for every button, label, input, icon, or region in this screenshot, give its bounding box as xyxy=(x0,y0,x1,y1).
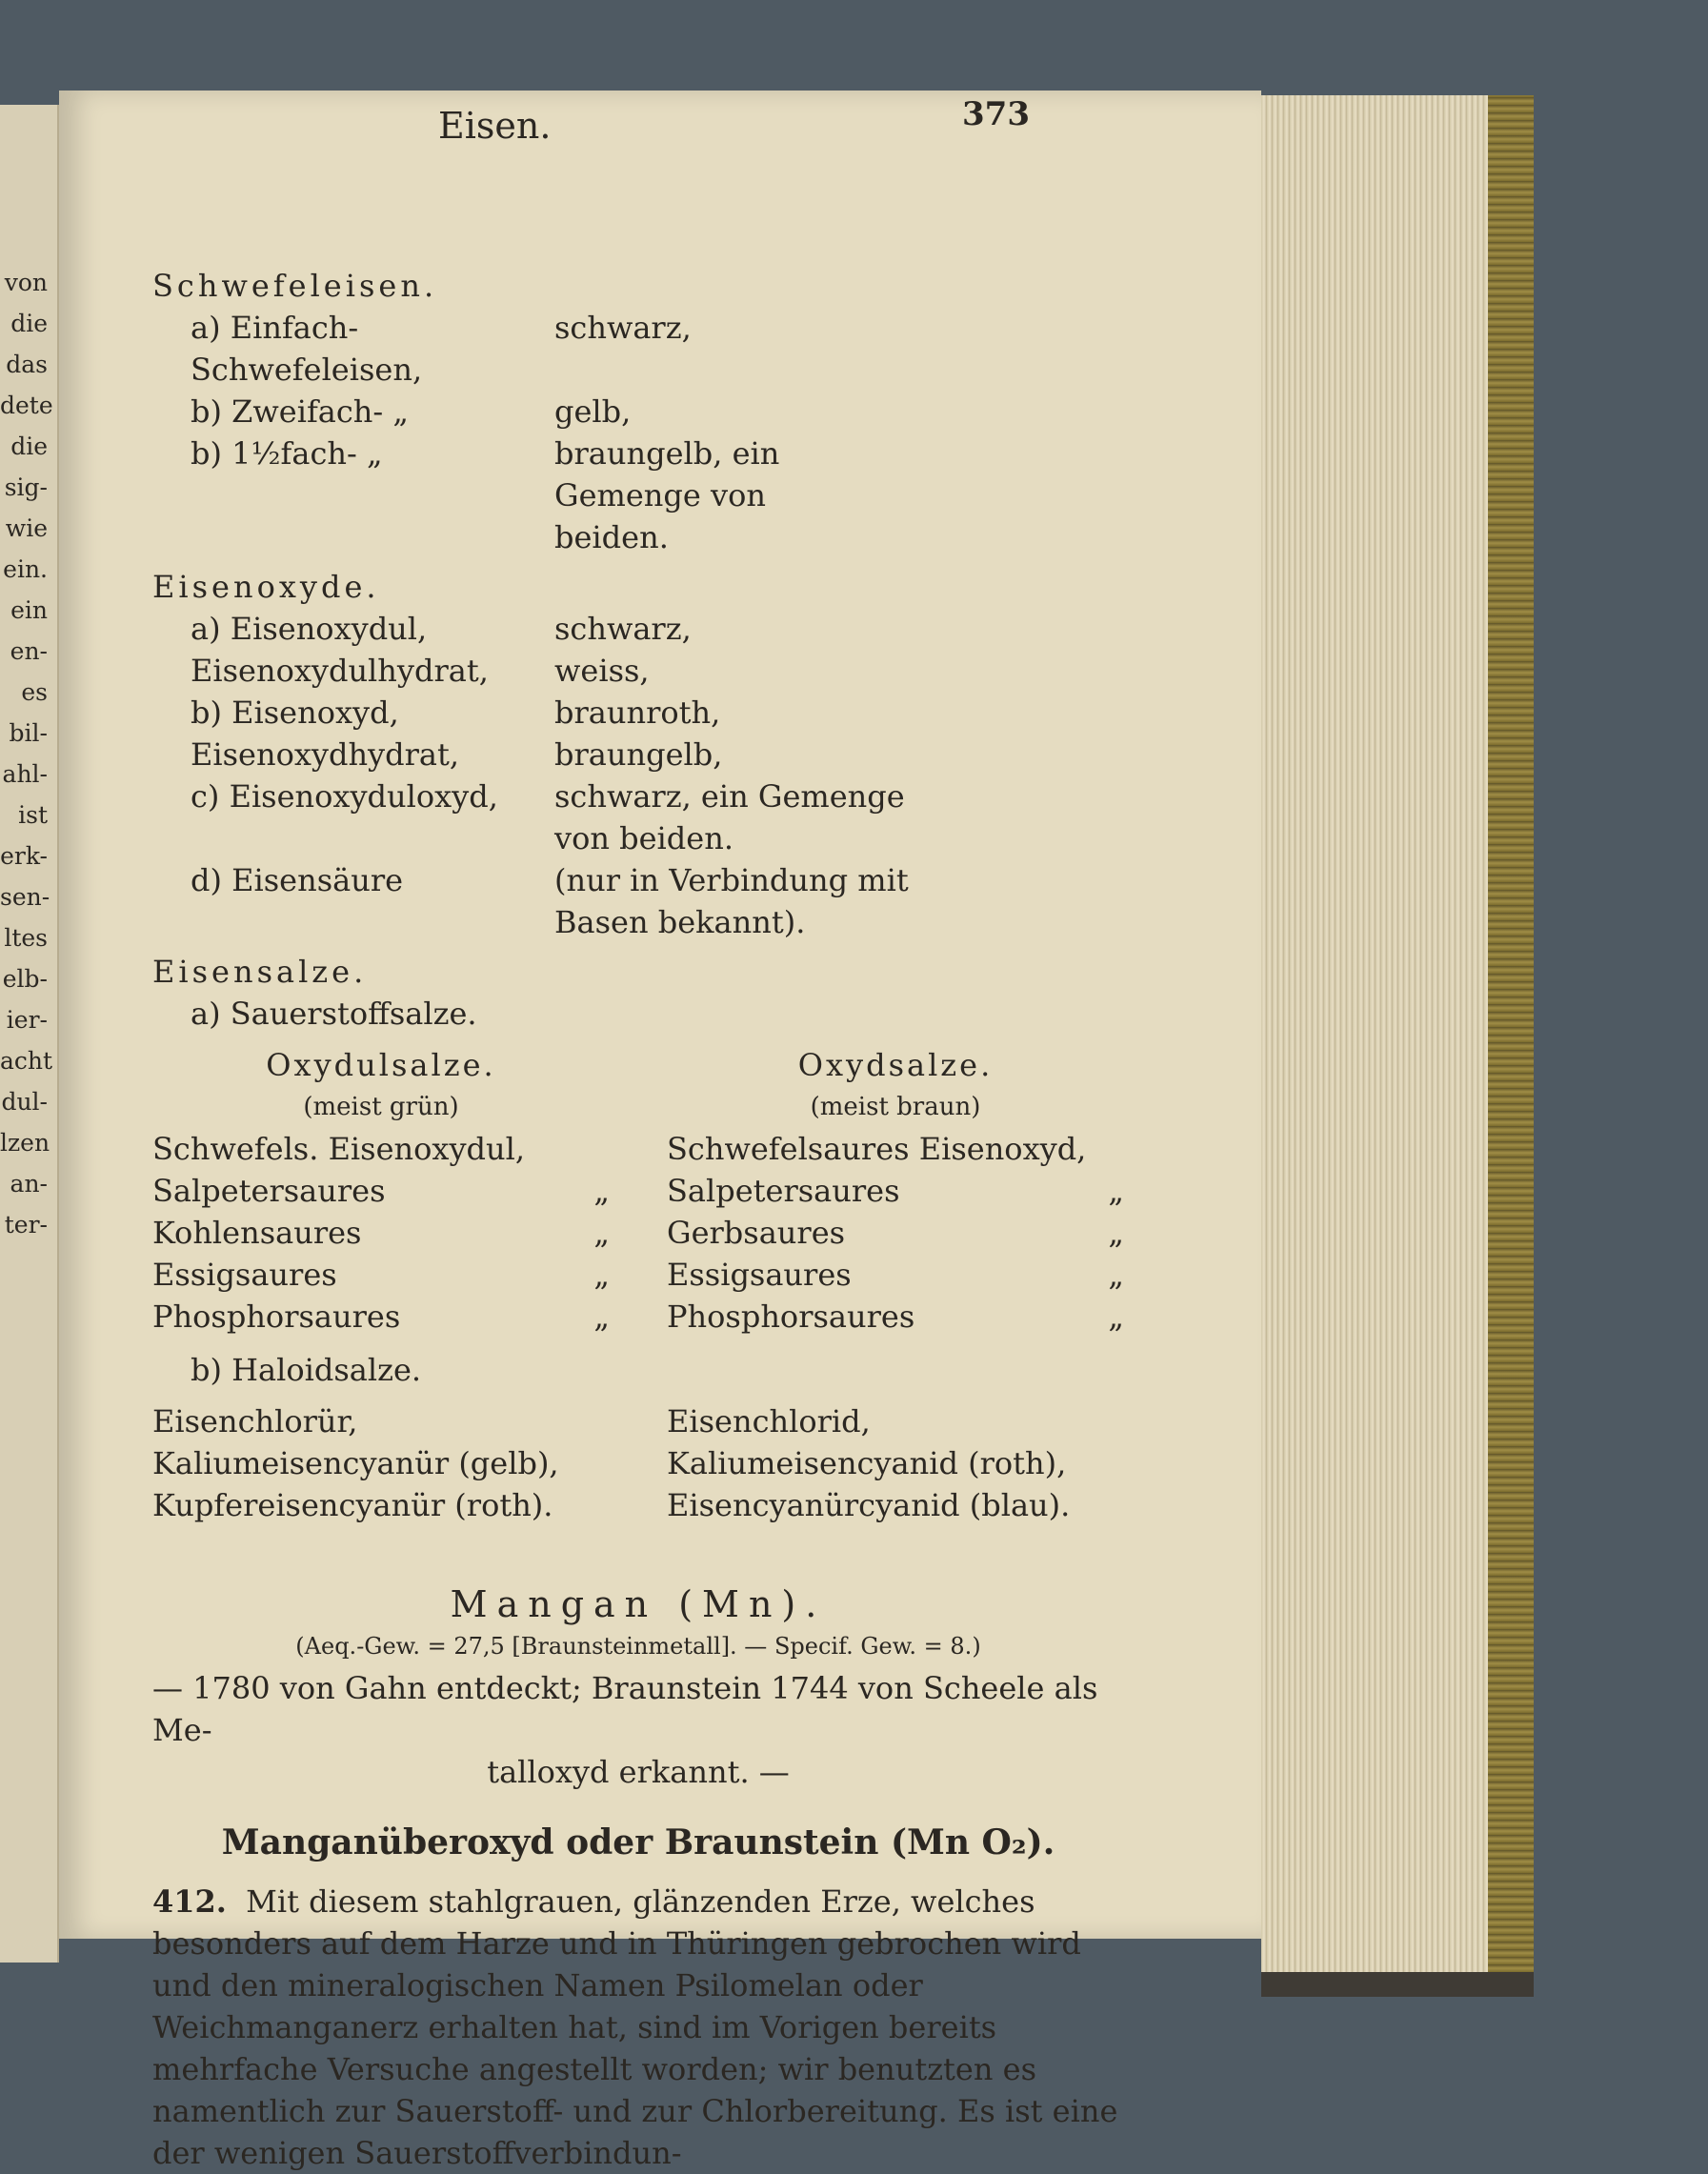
left-edge-line: acht xyxy=(0,1047,53,1075)
haloid-item: Kaliumeisencyanid (roth), xyxy=(667,1445,1067,1481)
left-edge-line: ahl- xyxy=(2,760,48,788)
left-edge-line: ltes xyxy=(4,924,48,952)
eisenoxyde-row xyxy=(191,650,1124,692)
braunstein-title: Manganüberoxyd oder Braunstein (Mn O₂). xyxy=(221,1822,1055,1862)
salt-item: Schwefels. Eisenoxydul, xyxy=(152,1131,526,1167)
haloid-columns xyxy=(152,1400,1124,1526)
mangan-title: Mangan (Mn). xyxy=(450,1583,827,1625)
left-edge-line: sen- xyxy=(0,883,50,911)
oxydsalze-title: Oxydsalze. xyxy=(797,1047,994,1083)
left-edge-line: ier- xyxy=(6,1006,48,1034)
salt-item: Essigsaures „ xyxy=(152,1257,610,1293)
oxydulsalze-note: (meist grün) xyxy=(303,1093,459,1121)
book-cover-edge xyxy=(1488,95,1534,1972)
left-edge-line: dete xyxy=(0,392,53,419)
row-label xyxy=(191,516,543,558)
schwefeleisen-row xyxy=(191,433,1124,516)
row-value: braungelb, xyxy=(554,736,723,773)
mangan-line-2: — 1780 von Gahn entdeckt; Braunstein 1744 von Scheele als Me- xyxy=(152,1670,1098,1748)
left-edge-line: es xyxy=(21,678,48,706)
paragraph-text: Mit diesem stahlgrauen, glänzenden Erze, welches besonders auf dem Harze und in Thüringen gebrochen wird und den mineralogischen Namen Psilomelan oder Weichmanganerz erhalten hat, sind im Vorigen bereits mehrfache Versuche angestellt worden; wir benutzten es namentlich zur Sauerstoff- und zur Chlorbereitung. Es ist eine der wenigen Sauerstoffverbindun- xyxy=(152,1883,1118,2171)
salt-item: Schwefelsaures Eisenoxyd, xyxy=(667,1131,1087,1167)
right-salt-column xyxy=(667,1044,1124,1338)
eisenoxyde-row xyxy=(191,692,1124,734)
salt-item: Kohlensaures „ xyxy=(152,1215,610,1251)
eisenoxyde-row xyxy=(191,775,1124,859)
salt-item: Gerbsaures „ xyxy=(667,1215,1124,1251)
mangan-line-3: talloxyd erkannt. — xyxy=(487,1754,790,1790)
left-salt-column xyxy=(152,1044,610,1338)
row-label: b) 1½fach- „ xyxy=(191,435,383,472)
salt-item: Salpetersaures „ xyxy=(152,1173,610,1209)
left-edge-line: ist xyxy=(18,801,48,829)
left-edge-line: ein xyxy=(10,596,48,624)
haloidsalze-title: b) Haloidsalze. xyxy=(191,1352,422,1388)
book-cover-bottom xyxy=(1261,1972,1534,1997)
row-value: (nur in Verbindung mit Basen bekannt). xyxy=(554,862,909,940)
haloid-item: Eisenchlorür, xyxy=(152,1403,358,1439)
row-value: weiss, xyxy=(554,653,650,689)
page-edges xyxy=(1261,95,1488,1972)
row-value: schwarz, xyxy=(554,310,692,346)
running-head: Eisen. xyxy=(438,105,552,147)
left-edge-line: elb- xyxy=(2,965,48,993)
row-label: a) Eisenoxydul, xyxy=(191,611,428,647)
eisenoxyde-row xyxy=(191,734,1124,775)
left-edge-line: wie xyxy=(5,514,48,542)
oxydulsalze-title: Oxydulsalze. xyxy=(266,1047,496,1083)
left-edge-line: bil- xyxy=(9,719,48,747)
salt-columns xyxy=(152,1044,1124,1338)
haloid-right xyxy=(667,1400,1124,1526)
oxydsalze-note: (meist braun) xyxy=(810,1093,981,1121)
left-edge-line: en- xyxy=(10,637,48,665)
left-edge-line: sig- xyxy=(4,473,48,501)
salt-item: Salpetersaures „ xyxy=(667,1173,1124,1209)
row-label: b) Eisenoxyd, xyxy=(191,694,399,731)
left-edge-line: ein. xyxy=(3,555,48,583)
section-title-schwefeleisen: Schwefeleisen. xyxy=(152,268,438,304)
eisenoxyde-list xyxy=(152,608,1124,943)
eisenoxyde-row xyxy=(191,859,1124,943)
schwefeleisen-row xyxy=(191,307,1124,391)
salt-item: Phosphorsaures „ xyxy=(667,1298,1124,1335)
row-value: braunroth, xyxy=(554,694,721,731)
haloid-item: Eisenchlorid, xyxy=(667,1403,871,1439)
section-title-eisenoxyde: Eisenoxyde. xyxy=(152,569,380,605)
left-edge-line: dul- xyxy=(1,1088,48,1116)
schwefeleisen-row xyxy=(191,391,1124,433)
salt-item: Essigsaures „ xyxy=(667,1257,1124,1293)
row-label: d) Eisensäure xyxy=(191,862,404,898)
page-number: 373 xyxy=(962,95,1030,133)
left-edge-line: von xyxy=(4,269,48,296)
row-label: Eisenoxydulhydrat, xyxy=(191,653,489,689)
row-label: b) Zweifach- „ xyxy=(191,393,409,430)
left-edge-line: erk- xyxy=(0,842,48,870)
eisenoxyde-row xyxy=(191,608,1124,650)
paragraph-412 xyxy=(152,1881,1124,2174)
left-edge-line: an- xyxy=(10,1170,48,1198)
left-edge-line: das xyxy=(6,351,48,378)
row-value: schwarz, xyxy=(554,611,692,647)
left-edge-line: lzen xyxy=(0,1129,50,1157)
left-edge-line: ter- xyxy=(4,1211,48,1238)
left-edge-line: die xyxy=(10,433,48,460)
sauerstoffsalze-title: a) Sauerstoffsalze. xyxy=(191,996,477,1032)
row-label: c) Eisenoxyduloxyd, xyxy=(191,778,498,815)
row-value: beiden. xyxy=(554,519,669,555)
section-title-eisensalze: Eisensalze. xyxy=(152,954,368,990)
schwefeleisen-list xyxy=(152,307,1124,558)
left-page-text xyxy=(0,262,57,1245)
row-value: braungelb, ein Gemenge von xyxy=(554,435,780,513)
haloid-item: Kupfereisencyanür (roth). xyxy=(152,1487,553,1523)
schwefeleisen-row xyxy=(191,516,1124,558)
row-value: gelb, xyxy=(554,393,632,430)
haloid-item: Kaliumeisencyanür (gelb), xyxy=(152,1445,559,1481)
salt-item: Phosphorsaures „ xyxy=(152,1298,610,1335)
paragraph-number: 412. xyxy=(152,1883,227,1920)
row-label: a) Einfach-Schwefeleisen, xyxy=(191,310,423,388)
haloid-left xyxy=(152,1400,610,1526)
row-value: schwarz, ein Gemenge von beiden. xyxy=(554,778,905,856)
page-content xyxy=(152,257,1124,2174)
left-edge-line: die xyxy=(10,310,48,337)
haloid-item: Eisencyanürcyanid (blau). xyxy=(667,1487,1071,1523)
mangan-line-1: (Aeq.-Gew. = 27,5 [Braunsteinmetall]. — Specif. Gew. = 8.) xyxy=(295,1633,981,1660)
row-label: Eisenoxydhydrat, xyxy=(191,736,460,773)
